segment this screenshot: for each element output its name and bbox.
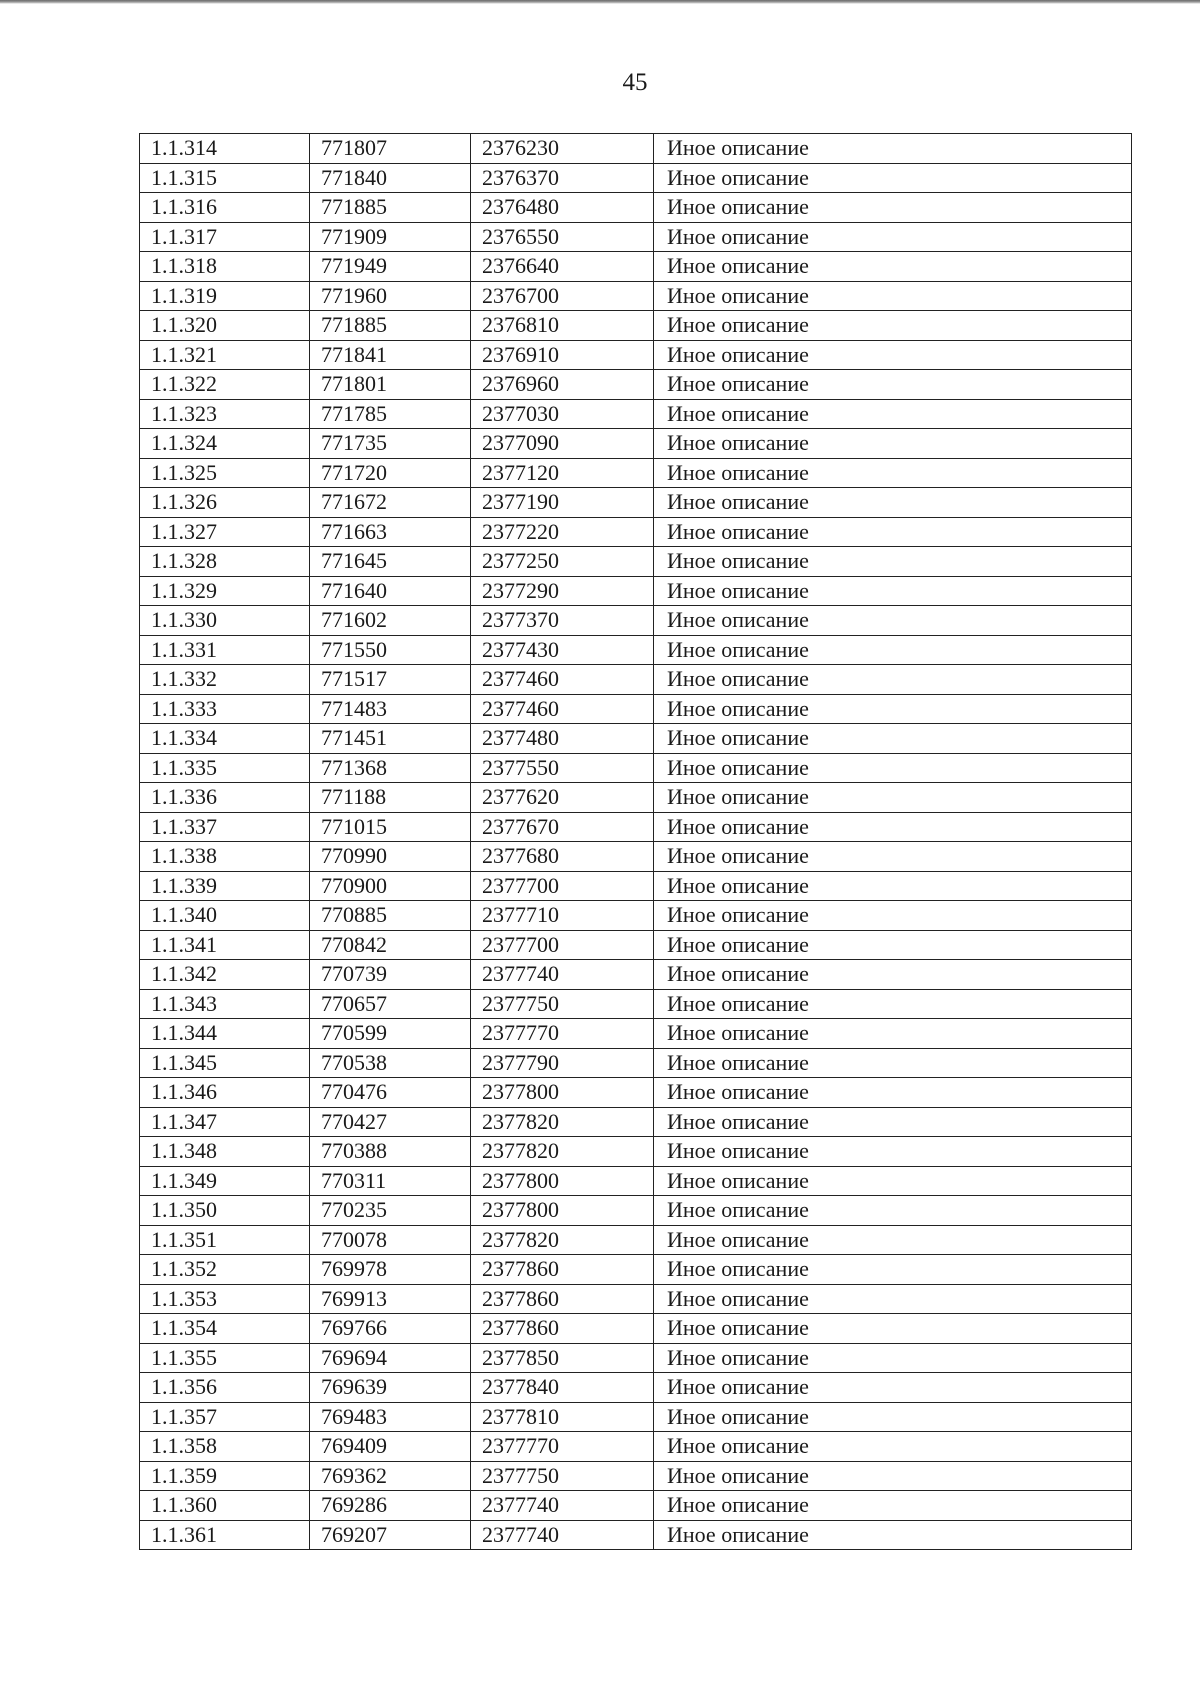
description-cell: Иное описание [654,576,1132,606]
table-row [140,517,1132,547]
point-number-cell: 1.1.352 [140,1255,310,1285]
x-coordinate-cell: 770538 [310,1048,471,1078]
table-row [140,1196,1132,1226]
description-cell: Иное описание [654,1078,1132,1108]
description-cell: Иное описание [654,163,1132,193]
y-coordinate-cell: 2376550 [471,222,654,252]
point-number-cell: 1.1.336 [140,783,310,813]
point-number-cell: 1.1.354 [140,1314,310,1344]
table-row [140,458,1132,488]
y-coordinate-cell: 2377120 [471,458,654,488]
point-number-cell: 1.1.346 [140,1078,310,1108]
table-row [140,1461,1132,1491]
point-number-cell: 1.1.323 [140,399,310,429]
x-coordinate-cell: 771550 [310,635,471,665]
description-cell: Иное описание [654,1284,1132,1314]
description-cell: Иное описание [654,370,1132,400]
x-coordinate-cell: 770476 [310,1078,471,1108]
point-number-cell: 1.1.325 [140,458,310,488]
table-row [140,399,1132,429]
y-coordinate-cell: 2377820 [471,1225,654,1255]
point-number-cell: 1.1.350 [140,1196,310,1226]
x-coordinate-cell: 771483 [310,694,471,724]
point-number-cell: 1.1.330 [140,606,310,636]
y-coordinate-cell: 2377030 [471,399,654,429]
table-row [140,488,1132,518]
description-cell: Иное описание [654,694,1132,724]
x-coordinate-cell: 770235 [310,1196,471,1226]
table-row [140,1402,1132,1432]
point-number-cell: 1.1.318 [140,252,310,282]
table-row [140,576,1132,606]
description-cell: Иное описание [654,635,1132,665]
table-row [140,694,1132,724]
point-number-cell: 1.1.328 [140,547,310,577]
table-row [140,871,1132,901]
table-row [140,311,1132,341]
y-coordinate-cell: 2377370 [471,606,654,636]
y-coordinate-cell: 2377810 [471,1402,654,1432]
table-row [140,989,1132,1019]
description-cell: Иное описание [654,458,1132,488]
x-coordinate-cell: 769286 [310,1491,471,1521]
y-coordinate-cell: 2376230 [471,134,654,164]
table-row [140,1343,1132,1373]
x-coordinate-cell: 771885 [310,311,471,341]
table-row [140,665,1132,695]
x-coordinate-cell: 769913 [310,1284,471,1314]
y-coordinate-cell: 2377220 [471,517,654,547]
description-cell: Иное описание [654,989,1132,1019]
point-number-cell: 1.1.358 [140,1432,310,1462]
x-coordinate-cell: 769207 [310,1520,471,1550]
x-coordinate-cell: 771645 [310,547,471,577]
point-number-cell: 1.1.361 [140,1520,310,1550]
description-cell: Иное описание [654,311,1132,341]
description-cell: Иное описание [654,547,1132,577]
y-coordinate-cell: 2376810 [471,311,654,341]
point-number-cell: 1.1.327 [140,517,310,547]
x-coordinate-cell: 771188 [310,783,471,813]
y-coordinate-cell: 2377740 [471,1491,654,1521]
x-coordinate-cell: 770842 [310,930,471,960]
point-number-cell: 1.1.344 [140,1019,310,1049]
description-cell: Иное описание [654,429,1132,459]
table-row [140,163,1132,193]
y-coordinate-cell: 2376640 [471,252,654,282]
x-coordinate-cell: 771720 [310,458,471,488]
y-coordinate-cell: 2377820 [471,1137,654,1167]
table-row [140,252,1132,282]
y-coordinate-cell: 2377750 [471,1461,654,1491]
point-number-cell: 1.1.359 [140,1461,310,1491]
description-cell: Иное описание [654,665,1132,695]
y-coordinate-cell: 2377700 [471,871,654,901]
description-cell: Иное описание [654,753,1132,783]
y-coordinate-cell: 2377700 [471,930,654,960]
table-row [140,724,1132,754]
y-coordinate-cell: 2377190 [471,488,654,518]
y-coordinate-cell: 2377480 [471,724,654,754]
point-number-cell: 1.1.329 [140,576,310,606]
description-cell: Иное описание [654,1461,1132,1491]
point-number-cell: 1.1.332 [140,665,310,695]
description-cell: Иное описание [654,1373,1132,1403]
x-coordinate-cell: 771960 [310,281,471,311]
x-coordinate-cell: 771807 [310,134,471,164]
y-coordinate-cell: 2377090 [471,429,654,459]
point-number-cell: 1.1.348 [140,1137,310,1167]
description-cell: Иное описание [654,1432,1132,1462]
table-row [140,340,1132,370]
table-row [140,812,1132,842]
description-cell: Иное описание [654,930,1132,960]
description-cell: Иное описание [654,1225,1132,1255]
description-cell: Иное описание [654,1019,1132,1049]
description-cell: Иное описание [654,252,1132,282]
description-cell: Иное описание [654,871,1132,901]
y-coordinate-cell: 2377620 [471,783,654,813]
point-number-cell: 1.1.326 [140,488,310,518]
x-coordinate-cell: 770990 [310,842,471,872]
y-coordinate-cell: 2377850 [471,1343,654,1373]
description-cell: Иное описание [654,1196,1132,1226]
table-row [140,1314,1132,1344]
x-coordinate-cell: 771801 [310,370,471,400]
point-number-cell: 1.1.322 [140,370,310,400]
point-number-cell: 1.1.335 [140,753,310,783]
table-row [140,1520,1132,1550]
x-coordinate-cell: 770900 [310,871,471,901]
description-cell: Иное описание [654,606,1132,636]
description-cell: Иное описание [654,1343,1132,1373]
x-coordinate-cell: 771602 [310,606,471,636]
x-coordinate-cell: 771663 [310,517,471,547]
y-coordinate-cell: 2377840 [471,1373,654,1403]
y-coordinate-cell: 2377740 [471,1520,654,1550]
page-number: 45 [622,69,648,96]
x-coordinate-cell: 769694 [310,1343,471,1373]
point-number-cell: 1.1.339 [140,871,310,901]
table-row [140,901,1132,931]
description-cell: Иное описание [654,193,1132,223]
description-cell: Иное описание [654,488,1132,518]
point-number-cell: 1.1.353 [140,1284,310,1314]
table-body [140,134,1132,1550]
x-coordinate-cell: 770885 [310,901,471,931]
y-coordinate-cell: 2377460 [471,694,654,724]
point-number-cell: 1.1.340 [140,901,310,931]
table-row [140,930,1132,960]
description-cell: Иное описание [654,724,1132,754]
point-number-cell: 1.1.338 [140,842,310,872]
description-cell: Иное описание [654,901,1132,931]
table-row [140,1255,1132,1285]
y-coordinate-cell: 2377860 [471,1255,654,1285]
x-coordinate-cell: 771841 [310,340,471,370]
description-cell: Иное описание [654,1491,1132,1521]
x-coordinate-cell: 771517 [310,665,471,695]
description-cell: Иное описание [654,1520,1132,1550]
y-coordinate-cell: 2376960 [471,370,654,400]
y-coordinate-cell: 2377800 [471,1166,654,1196]
x-coordinate-cell: 771909 [310,222,471,252]
x-coordinate-cell: 771672 [310,488,471,518]
x-coordinate-cell: 770657 [310,989,471,1019]
y-coordinate-cell: 2377710 [471,901,654,931]
y-coordinate-cell: 2377550 [471,753,654,783]
table-row [140,193,1132,223]
table-row [140,842,1132,872]
point-number-cell: 1.1.345 [140,1048,310,1078]
x-coordinate-cell: 771451 [310,724,471,754]
description-cell: Иное описание [654,960,1132,990]
description-cell: Иное описание [654,783,1132,813]
description-cell: Иное описание [654,1137,1132,1167]
point-number-cell: 1.1.314 [140,134,310,164]
description-cell: Иное описание [654,1048,1132,1078]
y-coordinate-cell: 2376370 [471,163,654,193]
description-cell: Иное описание [654,842,1132,872]
x-coordinate-cell: 771949 [310,252,471,282]
table-row [140,1284,1132,1314]
table-row [140,370,1132,400]
table-row [140,134,1132,164]
point-number-cell: 1.1.317 [140,222,310,252]
description-cell: Иное описание [654,812,1132,842]
description-cell: Иное описание [654,340,1132,370]
point-number-cell: 1.1.337 [140,812,310,842]
point-number-cell: 1.1.331 [140,635,310,665]
x-coordinate-cell: 770311 [310,1166,471,1196]
description-cell: Иное описание [654,134,1132,164]
y-coordinate-cell: 2377770 [471,1432,654,1462]
point-number-cell: 1.1.321 [140,340,310,370]
table-row [140,1373,1132,1403]
x-coordinate-cell: 770078 [310,1225,471,1255]
x-coordinate-cell: 770739 [310,960,471,990]
description-cell: Иное описание [654,399,1132,429]
x-coordinate-cell: 771785 [310,399,471,429]
point-number-cell: 1.1.320 [140,311,310,341]
table-row [140,547,1132,577]
y-coordinate-cell: 2377680 [471,842,654,872]
point-number-cell: 1.1.334 [140,724,310,754]
x-coordinate-cell: 769978 [310,1255,471,1285]
point-number-cell: 1.1.324 [140,429,310,459]
x-coordinate-cell: 770599 [310,1019,471,1049]
y-coordinate-cell: 2377290 [471,576,654,606]
y-coordinate-cell: 2377460 [471,665,654,695]
y-coordinate-cell: 2377860 [471,1314,654,1344]
y-coordinate-cell: 2377670 [471,812,654,842]
x-coordinate-cell: 770427 [310,1107,471,1137]
y-coordinate-cell: 2377790 [471,1048,654,1078]
x-coordinate-cell: 771735 [310,429,471,459]
table-row [140,281,1132,311]
x-coordinate-cell: 771368 [310,753,471,783]
point-number-cell: 1.1.319 [140,281,310,311]
x-coordinate-cell: 771640 [310,576,471,606]
y-coordinate-cell: 2377800 [471,1078,654,1108]
x-coordinate-cell: 771015 [310,812,471,842]
point-number-cell: 1.1.356 [140,1373,310,1403]
point-number-cell: 1.1.349 [140,1166,310,1196]
description-cell: Иное описание [654,222,1132,252]
table-row [140,429,1132,459]
y-coordinate-cell: 2377430 [471,635,654,665]
description-cell: Иное описание [654,1402,1132,1432]
description-cell: Иное описание [654,1255,1132,1285]
y-coordinate-cell: 2377800 [471,1196,654,1226]
point-number-cell: 1.1.355 [140,1343,310,1373]
point-number-cell: 1.1.343 [140,989,310,1019]
description-cell: Иное описание [654,517,1132,547]
description-cell: Иное описание [654,1314,1132,1344]
y-coordinate-cell: 2377250 [471,547,654,577]
table-row [140,1225,1132,1255]
table-row [140,753,1132,783]
coordinates-table [139,133,1132,1550]
y-coordinate-cell: 2377770 [471,1019,654,1049]
x-coordinate-cell: 770388 [310,1137,471,1167]
x-coordinate-cell: 769483 [310,1402,471,1432]
x-coordinate-cell: 769639 [310,1373,471,1403]
point-number-cell: 1.1.351 [140,1225,310,1255]
point-number-cell: 1.1.342 [140,960,310,990]
table-row [140,1491,1132,1521]
point-number-cell: 1.1.347 [140,1107,310,1137]
x-coordinate-cell: 769766 [310,1314,471,1344]
table-row [140,1078,1132,1108]
table-row [140,1107,1132,1137]
y-coordinate-cell: 2377740 [471,960,654,990]
point-number-cell: 1.1.360 [140,1491,310,1521]
x-coordinate-cell: 769409 [310,1432,471,1462]
table-row [140,960,1132,990]
point-number-cell: 1.1.316 [140,193,310,223]
x-coordinate-cell: 769362 [310,1461,471,1491]
x-coordinate-cell: 771840 [310,163,471,193]
point-number-cell: 1.1.315 [140,163,310,193]
description-cell: Иное описание [654,281,1132,311]
point-number-cell: 1.1.357 [140,1402,310,1432]
point-number-cell: 1.1.333 [140,694,310,724]
table-row [140,635,1132,665]
table-row [140,1137,1132,1167]
table-row [140,606,1132,636]
table-row [140,1432,1132,1462]
description-cell: Иное описание [654,1166,1132,1196]
table-row [140,1019,1132,1049]
table-row [140,1048,1132,1078]
y-coordinate-cell: 2377750 [471,989,654,1019]
point-number-cell: 1.1.341 [140,930,310,960]
table-row [140,1166,1132,1196]
table-row [140,783,1132,813]
description-cell: Иное описание [654,1107,1132,1137]
y-coordinate-cell: 2377860 [471,1284,654,1314]
y-coordinate-cell: 2376910 [471,340,654,370]
y-coordinate-cell: 2376700 [471,281,654,311]
y-coordinate-cell: 2376480 [471,193,654,223]
scan-top-edge [0,0,1200,4]
y-coordinate-cell: 2377820 [471,1107,654,1137]
x-coordinate-cell: 771885 [310,193,471,223]
table-row [140,222,1132,252]
